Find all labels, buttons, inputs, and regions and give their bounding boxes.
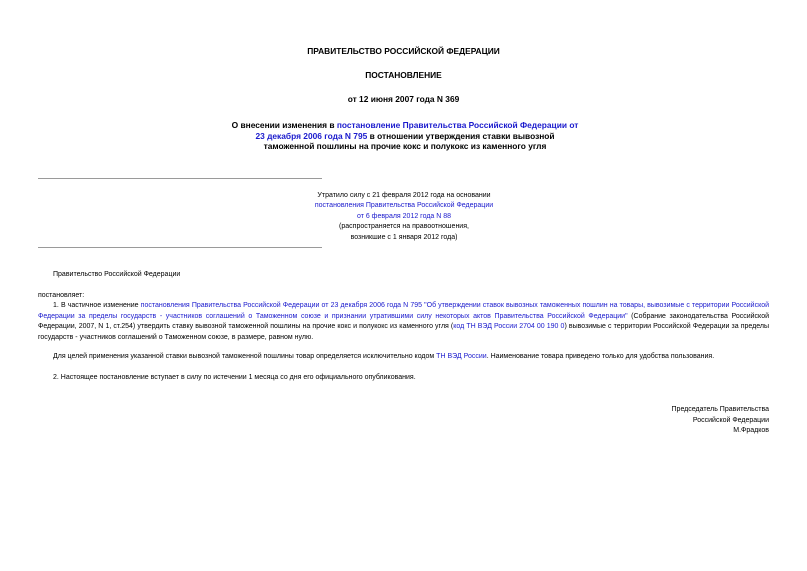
lapse-note-line: Утратило силу с 21 февраля 2012 года на основании bbox=[317, 192, 491, 199]
item1-text: 1. В частичное изменение bbox=[53, 302, 141, 309]
lapse-note-line: возникшие с 1 января 2012 года) bbox=[350, 233, 458, 241]
decree-795-title-link[interactable]: "Об утверждении ставок вывозных таможенных пошлин на товары, вывозимые с территории Российской Федерации за пределы государств - участников соглашений о Таможенном союзе и признании утратившими силу некоторых актов Правительства Российской Федерации" bbox=[38, 302, 770, 320]
document-kind-heading: ПОСТАНОВЛЕНИЕ bbox=[365, 70, 442, 80]
note-text: Для целей применения указанной ставки вывозной таможенной пошлины товар определяется исключительно кодом bbox=[53, 353, 437, 360]
repealing-decree-link[interactable]: постановления Правительства Российской Федерации bbox=[314, 202, 494, 210]
issuer-line: Правительство Российской Федерации bbox=[53, 271, 181, 278]
government-heading: ПРАВИТЕЛЬСТВО РОССИЙСКОЙ ФЕДЕРАЦИИ bbox=[307, 46, 500, 56]
signatory-position: Российской Федерации bbox=[692, 416, 769, 424]
title-amended-decree-link[interactable]: постановление Правительства Российской Федерации от 23 декабря 2006 года N 795 bbox=[255, 120, 579, 141]
item1-text: ) вывозимые с территории Российской Федерации за пределы государств - участников соглашений о Таможенном союзе, в размере, равном нулю. bbox=[38, 323, 769, 341]
decrees-line: постановляет: bbox=[38, 292, 85, 299]
paragraph-item-1 bbox=[38, 301, 769, 343]
divider-top bbox=[38, 178, 322, 179]
note-text: . Наименование товара приведено только для удобства пользования. bbox=[486, 353, 715, 360]
divider-bottom bbox=[38, 247, 322, 248]
document-title bbox=[230, 120, 580, 152]
signatory-name: М.Фрадков bbox=[733, 427, 769, 434]
signatory-position: Председатель Правительства bbox=[671, 406, 769, 413]
item1-text: (Собрание законодательства Российской Федерации, 2007, N 1, ст.254) утвердить ставку вывозной таможенной пошлины на прочие кокс и полукокс из каменного угля ( bbox=[38, 312, 769, 330]
repealing-decree-date-link[interactable]: от 6 февраля 2012 года N 88 bbox=[356, 212, 452, 220]
paragraph-note bbox=[53, 352, 714, 363]
document-date-number: от 12 июня 2007 года N 369 bbox=[347, 94, 460, 104]
decree-795-link[interactable]: постановления Правительства Российской Федерации от 23 декабря 2006 года N 795 bbox=[140, 302, 423, 309]
title-text-end: в отношении утверждения ставки вывозной таможенной пошлины на прочие кокс и полукокс из каменного угля bbox=[263, 130, 555, 151]
lapse-note bbox=[300, 191, 508, 243]
paragraph-item-2: 2. Настоящее постановление вступает в силу по истечении 1 месяца со дня его официального опубликования. bbox=[53, 374, 416, 381]
signature-block bbox=[569, 405, 769, 437]
title-text-start: О внесении изменения в bbox=[231, 120, 337, 130]
tn-ved-code-link[interactable]: код ТН ВЭД России 2704 00 190 0 bbox=[453, 323, 565, 330]
lapse-note-line: (распространяется на правоотношения, bbox=[339, 223, 469, 231]
tn-ved-link[interactable]: ТН ВЭД России bbox=[436, 353, 487, 360]
